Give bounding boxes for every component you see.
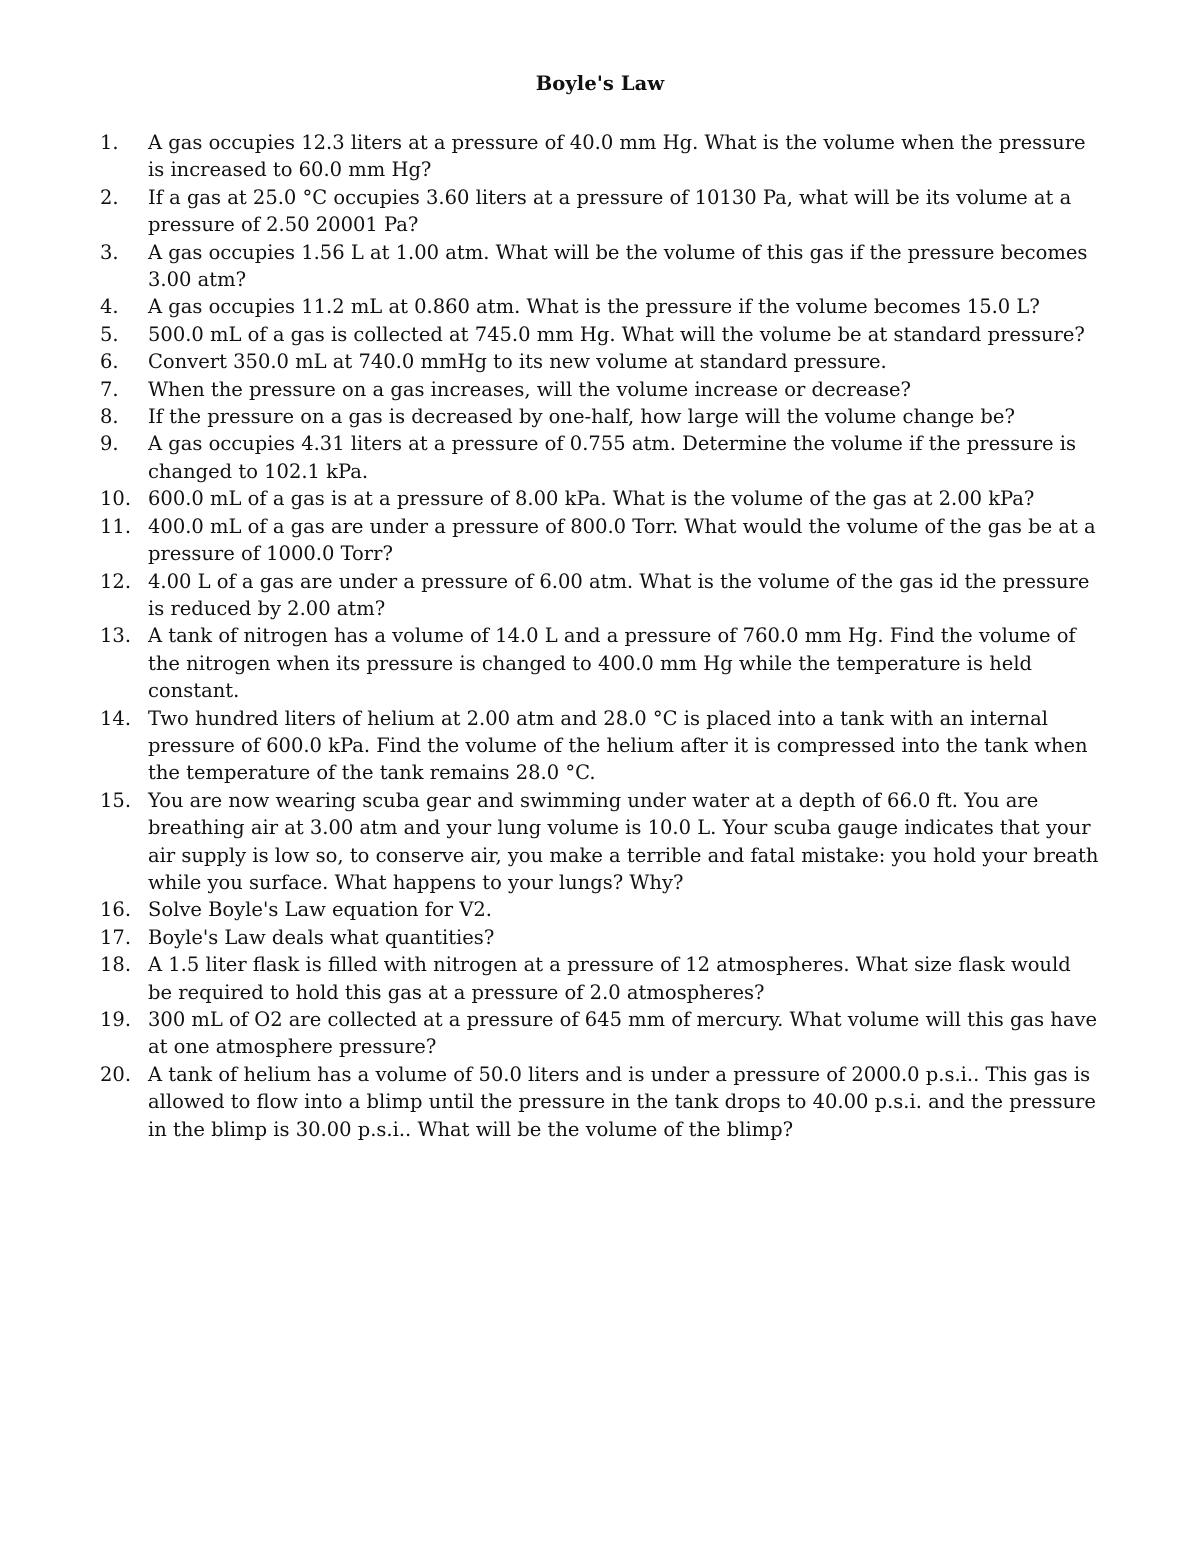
question-text: When the pressure on a gas increases, will the volume increase or decrease? xyxy=(148,377,911,401)
question-text: A gas occupies 12.3 liters at a pressure of 40.0 mm Hg. What is the volume when the pressure is increased to 60.0 mm Hg? xyxy=(148,131,1086,182)
question-item-9 xyxy=(100,430,1100,485)
question-text: A gas occupies 4.31 liters at a pressure of 0.755 atm. Determine the volume if the pressure is changed to 102.1 kPa. xyxy=(148,432,1077,483)
question-text: 300 mL of O2 are collected at a pressure of 645 mm of mercury. What volume will this gas have at one atmosphere pressure? xyxy=(148,1008,1098,1059)
question-item-2 xyxy=(100,184,1100,239)
question-item-16 xyxy=(100,896,1100,923)
question-text: A gas occupies 11.2 mL at 0.860 atm. What is the pressure if the volume becomes 15.0 L? xyxy=(148,295,1040,319)
question-number: 13. xyxy=(100,624,132,648)
question-number: 11. xyxy=(100,514,132,538)
document-title: Boyle's Law xyxy=(535,72,665,95)
question-item-6 xyxy=(100,348,1100,375)
question-number: 15. xyxy=(100,788,132,812)
question-item-4 xyxy=(100,293,1100,320)
question-text: You are now wearing scuba gear and swimming under water at a depth of 66.0 ft. You are breathing air at 3.00 atm and your lung volume is 10.0 L. Your scuba gauge indicates that your air supply is low so, to conserve air, you make a terrible and fatal mistake: you hold your breath while you surface. What happens to your lungs? Why? xyxy=(148,788,1099,894)
question-item-17 xyxy=(100,924,1100,951)
question-item-13 xyxy=(100,622,1100,704)
question-number: 7. xyxy=(100,377,119,401)
question-number: 16. xyxy=(100,898,132,922)
question-number: 3. xyxy=(100,240,119,264)
question-text: A tank of helium has a volume of 50.0 liters and is under a pressure of 2000.0 p.s.i.. This gas is allowed to flow into a blimp until the pressure in the tank drops to 40.00 p.s.i. and the pressure in the blimp is 30.00 p.s.i.. What will be the volume of the blimp? xyxy=(148,1062,1096,1141)
question-text: A 1.5 liter flask is filled with nitrogen at a pressure of 12 atmospheres. What size flask would be required to hold this gas at a pressure of 2.0 atmospheres? xyxy=(148,953,1071,1004)
question-number: 17. xyxy=(100,925,132,949)
question-item-7 xyxy=(100,376,1100,403)
question-item-3 xyxy=(100,239,1100,294)
question-number: 6. xyxy=(100,350,119,374)
question-text: If the pressure on a gas is decreased by one-half, how large will the volume change be? xyxy=(148,405,1015,429)
question-text: 600.0 mL of a gas is at a pressure of 8.00 kPa. What is the volume of the gas at 2.00 kPa? xyxy=(148,487,1035,511)
question-text: Solve Boyle's Law equation for V2. xyxy=(148,898,492,922)
question-number: 14. xyxy=(100,706,132,730)
question-item-15 xyxy=(100,787,1100,897)
question-text: Two hundred liters of helium at 2.00 atm and 28.0 °C is placed into a tank with an internal pressure of 600.0 kPa. Find the volume of the helium after it is compressed into the tank when the temperature of the tank remains 28.0 °C. xyxy=(148,706,1088,785)
question-number: 19. xyxy=(100,1008,132,1031)
question-text: 400.0 mL of a gas are under a pressure of 800.0 Torr. What would the volume of the gas be at a pressure of 1000.0 Torr? xyxy=(148,514,1096,566)
question-text: A gas occupies 1.56 L at 1.00 atm. What will be the volume of this gas if the pressure becomes 3.00 atm? xyxy=(148,240,1088,292)
question-text: 4.00 L of a gas are under a pressure of 6.00 atm. What is the volume of the gas id the pressure is reduced by 2.00 atm? xyxy=(148,569,1090,620)
question-item-19 xyxy=(100,1006,1100,1061)
question-number: 5. xyxy=(100,322,119,346)
question-item-8 xyxy=(100,403,1100,430)
question-number: 9. xyxy=(100,432,119,456)
question-text: A tank of nitrogen has a volume of 14.0 L and a pressure of 760.0 mm Hg. Find the volume of the nitrogen when its pressure is changed to 400.0 mm Hg while the temperature is held constant. xyxy=(148,624,1076,703)
question-text: 500.0 mL of a gas is collected at 745.0 mm Hg. What will the volume be at standard pressure? xyxy=(148,322,1085,346)
question-item-1 xyxy=(100,129,1100,184)
question-item-14 xyxy=(100,705,1100,787)
question-text: Boyle's Law deals what quantities? xyxy=(148,925,495,949)
question-number: 1. xyxy=(100,131,119,154)
question-number: 20. xyxy=(100,1062,132,1086)
question-item-11 xyxy=(100,513,1100,568)
question-item-18 xyxy=(100,951,1100,1006)
question-item-5 xyxy=(100,321,1100,348)
question-number: 4. xyxy=(100,295,119,319)
question-text: If a gas at 25.0 °C occupies 3.60 liters at a pressure of 10130 Pa, what will be its volume at a pressure of 2.50 20001 Pa? xyxy=(148,185,1072,237)
question-text: Convert 350.0 mL at 740.0 mmHg to its new volume at standard pressure. xyxy=(148,350,887,374)
question-number: 8. xyxy=(100,405,119,429)
question-number: 10. xyxy=(100,487,132,511)
question-number: 18. xyxy=(100,953,132,977)
question-number: 2. xyxy=(100,185,119,209)
question-item-10 xyxy=(100,485,1100,512)
question-item-20 xyxy=(100,1061,1100,1143)
question-list xyxy=(100,129,1100,1143)
question-item-12 xyxy=(100,568,1100,623)
question-number: 12. xyxy=(100,569,132,593)
